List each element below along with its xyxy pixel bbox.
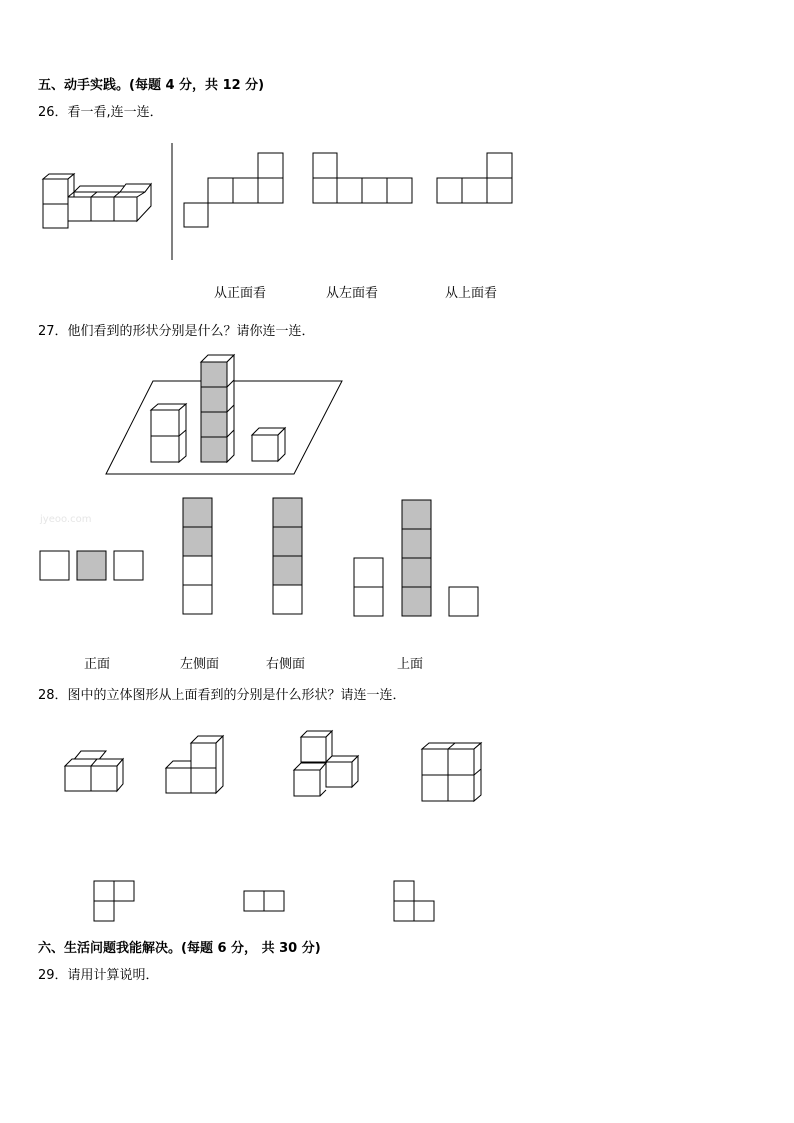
q27-view-option-tall-2gray	[183, 498, 212, 614]
q26-label-front: 从正面看	[214, 286, 267, 301]
q27-view-option-row	[40, 551, 143, 580]
q26-label-top: 从上面看	[445, 286, 498, 301]
section-5-heading: 五、动手实践。(每题 4 分，共 12 分)	[38, 78, 265, 93]
q27-view-option-front	[354, 500, 478, 616]
q26-view-option-c	[437, 153, 512, 203]
q26-label-left: 从左面看	[326, 286, 379, 301]
watermark: jyeoo.com	[40, 514, 92, 525]
q28-solid-1	[65, 751, 123, 791]
q28-solid-4	[422, 743, 481, 801]
q26-view-option-b	[313, 153, 412, 203]
q28-solid-3	[294, 731, 358, 796]
q28-view-option-l	[94, 881, 134, 921]
question-26-prompt: 26．看一看,连一连．	[38, 105, 163, 120]
q27-view-option-tall-3gray	[273, 498, 302, 614]
q27-label-top: 上面	[397, 657, 424, 672]
q27-label-left-side: 左侧面	[180, 657, 220, 672]
q27-label-right-side: 右侧面	[266, 657, 306, 672]
q28-view-option-corner	[394, 881, 434, 921]
section-6-heading: 六、生活问题我能解决。(每题 6 分， 共 30 分)	[38, 941, 321, 956]
q27-label-front: 正面	[84, 657, 111, 672]
question-28-prompt: 28．图中的立体图形从上面看到的分别是什么形状？请连一连．	[38, 688, 406, 703]
q28-view-option-pair	[244, 891, 284, 911]
question-29-prompt: 29．请用计算说明．	[38, 968, 159, 983]
q27-scene	[106, 355, 342, 474]
q26-view-option-a	[184, 153, 283, 227]
q28-solid-2	[166, 736, 223, 793]
q26-solid	[43, 174, 151, 228]
question-27-prompt: 27．他们看到的形状分别是什么？请你连一连．	[38, 324, 315, 339]
